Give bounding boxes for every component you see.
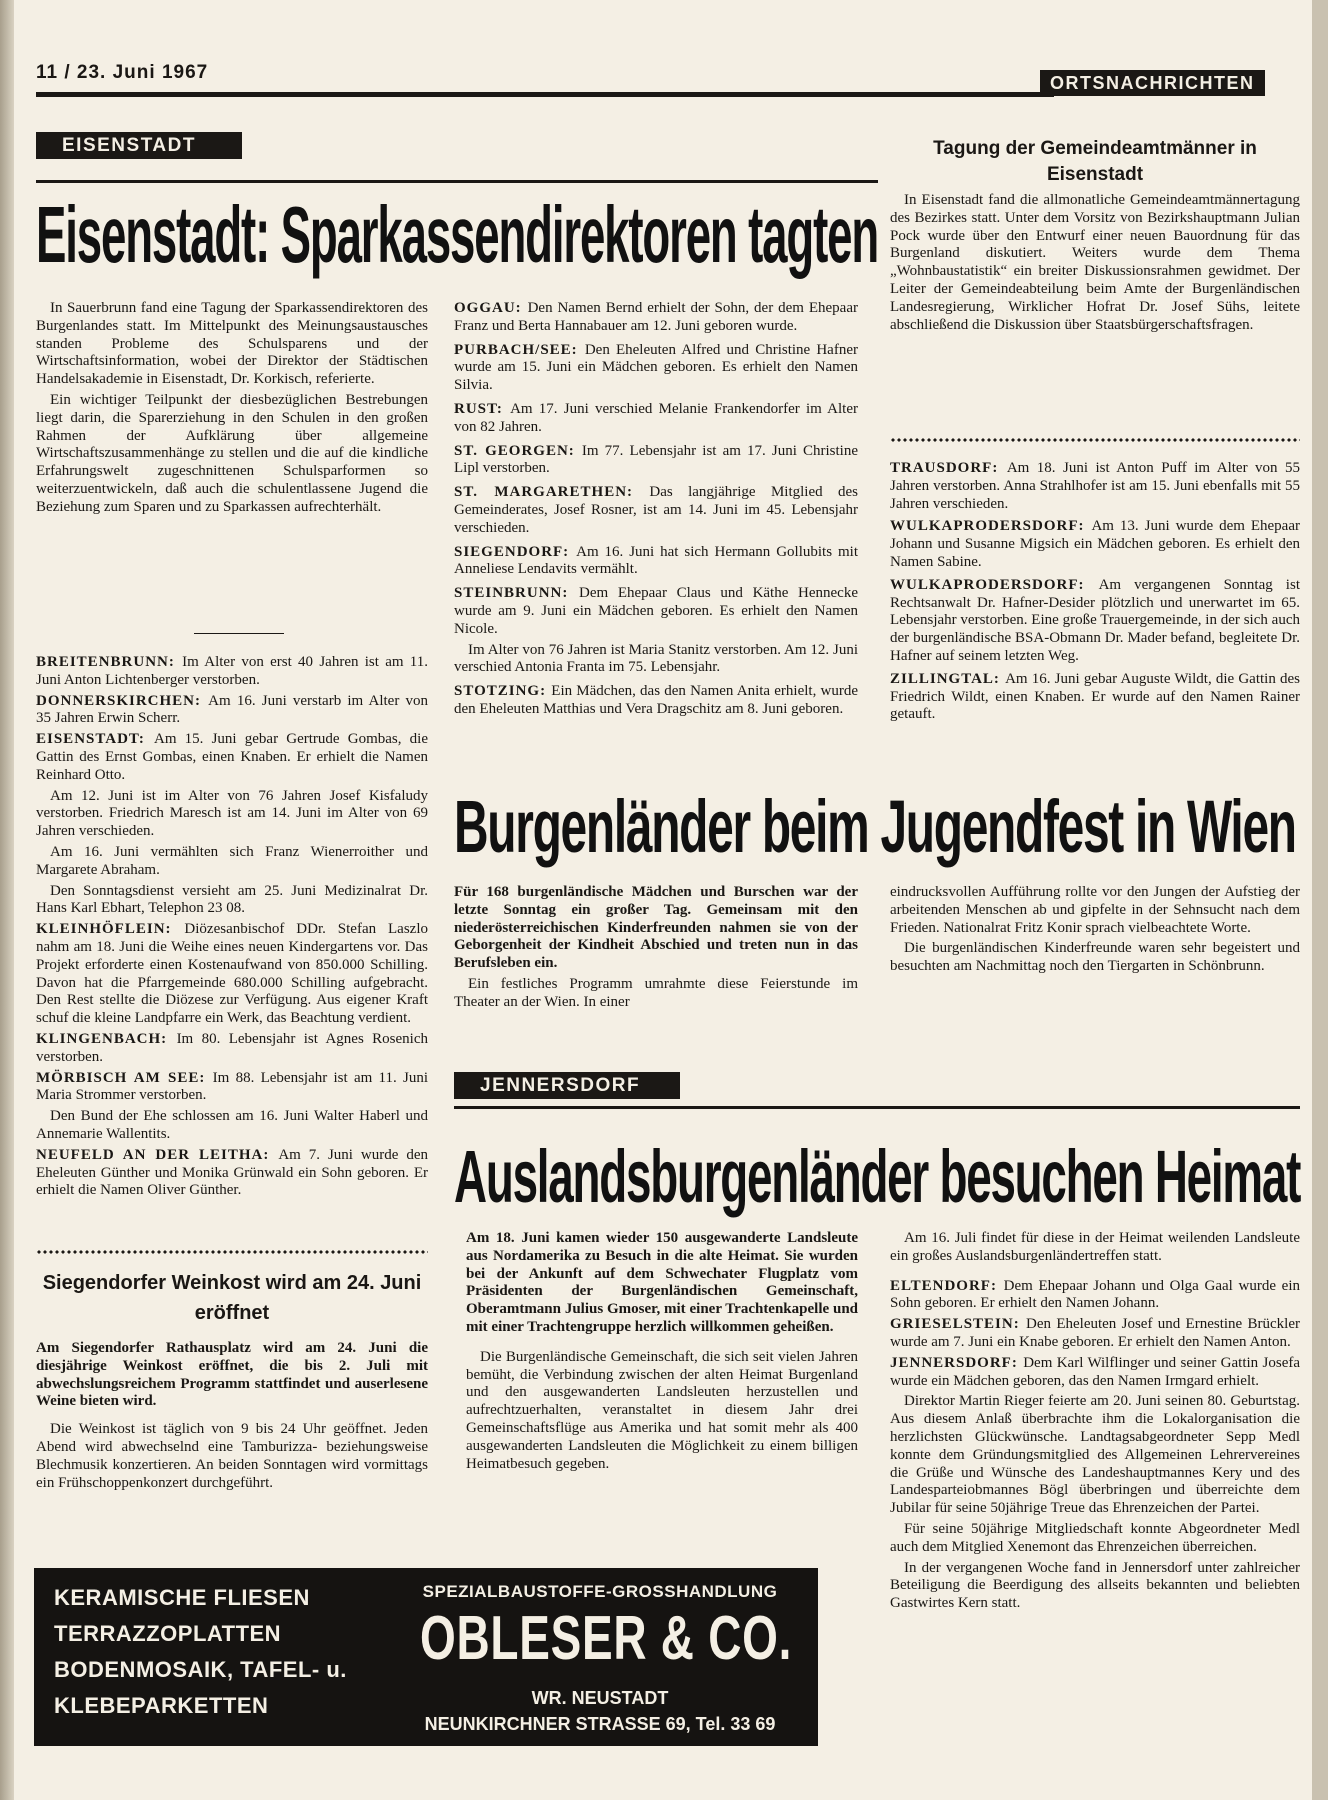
news-text: Am 15. Juni gebar Gertrude Gombas, die Gattin des Ernst Gombas, einen Knaben. Er erhielt die Namen Reinhard Otto.	[36, 731, 428, 783]
issue-date: 11 / 23. Juni 1967	[36, 62, 209, 83]
local-news-left	[36, 654, 428, 1203]
news-item	[454, 585, 858, 638]
paragraph: Die Burgenländische Gemeinschaft, die sich seit vielen Jahren bemüht, die Verbindung zwischen der alten Heimat Burgenland und den ausgewanderten Landsleuten herzustellen und aufrechtzuerhalten, veranstaltet in diesem Jahr drei Gemeinschaftsflüge aus Amerika und hat somit mehr als 400 ausgewanderten Landsleuten die Möglichkeit zu einem billigen Heimatbesuch gegeben.	[466, 1348, 858, 1472]
paragraph: In Eisenstadt fand die allmonatliche Gemeindeamtmännertagung des Bezirkes statt. Unter dem Vorsitz von Bezirkshauptmann Julian Pock wurde über den Entwurf einer neuen Bauordnung für das Burgenland diskutiert. Weiters wurde dem Thema „Wohnbaustatistik“ ein breiter Diskussionsrahmen gewidmet. Der Leiter der Gemeindeabteilung beim Amte der Burgenländischen Landesregierung, Wirklicher Hofrat Dr. Josef Sühs, leitete abschließend die Diskussion über Staatsbürgerschaftsfragen.	[890, 192, 1300, 333]
place-name: RUST:	[454, 400, 511, 417]
news-item	[454, 544, 858, 580]
news-item	[454, 484, 858, 537]
place-name: ST. MARGARETHEN:	[454, 484, 650, 501]
news-text: Im Alter von 76 Jahren ist Maria Stanitz verstorben. Am 12. Juni verschied Antonia Franta im 75. Lebensjahr.	[454, 641, 858, 676]
place-name: STOTZING:	[454, 683, 552, 700]
news-item	[890, 1316, 1300, 1352]
news-item	[890, 577, 1300, 666]
news-item	[36, 921, 428, 1028]
paragraph: Die Weinkost ist täglich von 9 bis 24 Uhr geöffnet. Jeden Abend wird abwechselnd eine Tamburizza- beziehungsweise Blechmusik konzertieren. An beiden Sonntagen wird vormittags ein Frühschoppenkonzert durchgeführt.	[36, 1421, 428, 1491]
news-item	[36, 693, 428, 729]
place-name: WULKAPRODERSDORF:	[890, 576, 1099, 593]
news-text: Dem Karl Wilflinger und seiner Gattin Josefa wurde ein Mädchen geboren, das den Namen Irmgard erhielt.	[890, 1354, 1301, 1389]
tagung-title: Tagung der Gemeindeamtmänner in Eisenstadt	[933, 138, 1257, 185]
news-text: Am 13. Juni wurde dem Ehepaar Johann und Susanne Migsich ein Mädchen geboren. Es erhielt den Namen Sabine.	[890, 518, 1300, 570]
news-text: Den Namen Bernd erhielt der Sohn, der dem Ehepaar Franz und Berta Hannabauer am 12. Juni geboren wurde.	[454, 300, 858, 334]
news-text: Im 80. Lebensjahr ist Agnes Rosenich verstorben.	[36, 1030, 428, 1065]
news-item	[454, 342, 858, 395]
place-name: ELTENDORF:	[890, 1277, 1004, 1294]
news-item	[890, 460, 1300, 513]
ad-address: NEUNKIRCHNER STRASSE 69, Tel. 33 69	[424, 1714, 776, 1734]
page-spine	[0, 0, 14, 1800]
place-name: STEINBRUNN:	[454, 585, 580, 602]
news-item	[36, 1031, 428, 1067]
news-text: In der vergangenen Woche fand in Jennersdorf unter zahlreicher Beteiligung die Beerdigung des allseits bekannten und beliebten Gastwirtes Kern statt.	[890, 1559, 1300, 1612]
news-item	[36, 1070, 428, 1106]
paragraph: Die burgenländischen Kinderfreunde waren sehr begeistert und besuchten am Nachmittag noch den Tiergarten in Schönbrunn.	[890, 940, 1300, 975]
ad-product-list	[54, 1580, 347, 1724]
news-text: Im 77. Lebensjahr ist am 17. Juni Christine Lipl verstorben.	[454, 442, 858, 477]
news-text: Ein Mädchen, das den Namen Anita erhielt, wurde den Eheleuten Matthias und Vera Dragschitz am 8. Juni geboren.	[454, 683, 858, 717]
news-text: Am 7. Juni wurde den Eheleuten Günther und Monika Grünwald ein Sohn geboren. Er erhielt die Namen Oliver Günther.	[36, 1146, 428, 1199]
article-jennersdorf-right	[890, 1230, 1300, 1616]
place-name: OGGAU:	[454, 300, 528, 316]
news-text: Am 16. Juni hat sich Hermann Gollubits mit Anneliese Lendavits vermählt.	[454, 543, 858, 578]
news-item	[890, 518, 1300, 571]
ad-tagline: SPEZIALBAUSTOFFE-GROSSHANDLUNG	[422, 1582, 778, 1601]
paragraph: Ein wichtiger Teilpunkt der diesbezüglichen Bestrebungen liegt darin, die Sparerziehung in den Schulen in den großen Rahmen der Aufklärung über allgemeine Wirtschaftszusammenhänge zu stellen und die auf die kindliche Erfahrungswelt zugeschnittenen Schulsparformen so weiterzuentwickeln, daß auch die schulentlassene Jugend die Beziehung zum Sparen und zu Sparkassen aufrechterhält.	[36, 391, 428, 515]
news-text: Am 16. Juni gebar Auguste Wildt, die Gattin des Friedrich Wildt, einen Knaben. Er wurde auf den Namen Rainer getauft.	[890, 670, 1300, 723]
place-name: ST. GEORGEN:	[454, 442, 582, 459]
place-name: KLEINHÖFLEIN:	[36, 921, 185, 938]
siegendorf-title: Siegendorfer Weinkost wird am 24. Juni eröffnet	[42, 1272, 422, 1324]
news-text: Den Eheleuten Alfred und Christine Hafner wurde am 15. Juni ein Mädchen geboren. Es erhielt den Namen Silvia.	[454, 341, 858, 394]
ad-line: KERAMISCHE FLIESEN	[54, 1585, 310, 1610]
local-news-right	[890, 460, 1300, 727]
dotted-divider	[36, 1250, 428, 1254]
article-siegendorf	[36, 1340, 428, 1495]
paragraph: In Sauerbrunn fand eine Tagung der Sparkassendirektoren des Burgenlandes statt. Im Mittelpunkt des Meinungsaustausches standen Probleme des Schulsparens und der Wirtschaftsinformation, wobei der Direktor der Städtischen Handelsakademie in Eisenstadt, Dr. Korkisch, referierte.	[36, 300, 428, 388]
news-text: Am 17. Juni verschied Melanie Frankendorfer im Alter von 82 Jahren.	[454, 400, 858, 435]
ad-company-name: OBLESER & CO.	[420, 1604, 793, 1673]
advertisement-obleser	[34, 1568, 818, 1746]
section-rule	[36, 180, 878, 183]
article-jugendfest-right	[890, 884, 1300, 979]
news-text: Am 12. Juni ist im Alter von 76 Jahren Josef Kisfaludy verstorben. Friedrich Maresch ist am 14. Juni im Alter von 69 Jahren verschieden.	[36, 787, 428, 840]
news-item	[36, 883, 428, 919]
news-item	[890, 671, 1300, 724]
section-label-jennersdorf: JENNERSDORF	[454, 1072, 680, 1099]
news-text: Diözesanbischof DDr. Stefan Laszlo nahm am 18. Juni die Weihe eines neuen Kindergartens vor. Das Projekt erforderte einen Kostenaufwand von 850.000 Schilling. Davon hat die Pfarrgemeinde 680.000 Schilling aufgebracht. Den Rest stellte die Diözese zur Verfügung. Aus eigener Kraft schuf die kleine Landpfarre ein Werk, das Beachtung verdient.	[36, 921, 428, 1027]
news-text: Dem Ehepaar Johann und Olga Gaal wurde ein Sohn geboren. Er erhielt den Namen Johann.	[890, 1277, 1300, 1312]
article-jugendfest-left	[454, 884, 858, 1015]
news-text: Im Alter von erst 40 Jahren ist am 11. Juni Anton Lichtenberger verstorben.	[36, 654, 429, 688]
short-divider	[194, 633, 284, 634]
news-item	[36, 654, 428, 690]
news-item	[454, 683, 858, 719]
headline-sparkassen: Eisenstadt: Sparkassendirektoren tagten	[36, 190, 879, 279]
place-name: WULKAPRODERSDORF:	[890, 518, 1092, 535]
place-name: EISENSTADT:	[36, 731, 154, 748]
news-item	[454, 443, 858, 479]
news-text: Das langjährige Mitglied des Gemeinderates, Josef Rosner, ist am 14. Juni im 45. Lebensjahr verschieden.	[454, 484, 858, 536]
news-text: Am 18. Juni ist Anton Puff im Alter von 55 Jahren verstorben. Anna Strahlhofer ist am 15. Juni ebenfalls mit 55 Jahren verschieden.	[890, 460, 1300, 512]
news-item	[454, 401, 858, 437]
news-text: Für seine 50jährige Mitgliedschaft konnte Abgeordneter Medl auch dem Mitglied Xenemont das Ehrenzeichen überreichen.	[890, 1520, 1300, 1555]
place-name: NEUFELD AN DER LEITHA:	[36, 1146, 279, 1163]
news-text: Im 88. Lebensjahr ist am 11. Juni Maria Strommer verstorben.	[36, 1069, 428, 1104]
headline-jugendfest: Burgenländer beim Jugendfest in Wien	[454, 785, 1296, 868]
place-name: SIEGENDORF:	[454, 543, 577, 560]
news-item	[36, 731, 428, 784]
local-news-middle	[454, 300, 858, 722]
headline-auslandsburgenlaender: Auslandsburgenländer besuchen Heimat	[454, 1135, 1301, 1218]
article-jennersdorf-left	[466, 1230, 858, 1476]
place-name: MÖRBISCH AM SEE:	[36, 1069, 213, 1086]
news-item	[454, 300, 858, 336]
paragraph: Am 16. Juli findet für diese in der Heimat weilenden Landsleute ein großes Auslandsburgenländertreffen statt.	[890, 1230, 1300, 1264]
ad-line: KLEBEPARKETTEN	[54, 1693, 269, 1718]
lead-paragraph: Am 18. Juni kamen wieder 150 ausgewanderte Landsleute aus Nordamerika zu Besuch in die alte Heimat. Sie wurden bei der Ankunft auf dem Schwechater Flugplatz vom Präsidenten der Burgenländischen Gemeinschaft, Oberamtmann Julius Gmoser, mit einer Trachtenkapelle und mit einer Trachtengruppe herzlich willkommen geheißen.	[466, 1230, 858, 1335]
news-item	[890, 1355, 1300, 1391]
section-label-eisenstadt: EISENSTADT	[36, 132, 242, 159]
news-text: Den Bund der Ehe schlossen am 16. Juni Walter Haberl und Annemarie Wallentits.	[36, 1108, 428, 1142]
place-name: GRIESELSTEIN:	[890, 1316, 1027, 1333]
news-item	[890, 1521, 1300, 1557]
news-item	[890, 1278, 1300, 1314]
place-name: ZILLINGTAL:	[890, 670, 1006, 687]
place-name: KLINGENBACH:	[36, 1030, 177, 1047]
news-text: Am vergangenen Sonntag ist Rechtsanwalt Dr. Hafner-Desider plötzlich und unerwartet im 65. Lebensjahr verstorben. Eine große Trauergemeinde, in der sich auch der burgenländische BSA-Obmann Dr. Mader befand, begleitete Dr. Hafner auf seinem letzten Weg.	[890, 576, 1300, 664]
news-text: Dem Ehepaar Claus und Käthe Hennecke wurde am 9. Juni ein Mädchen geboren. Es erhielt den Namen Nicole.	[454, 585, 858, 637]
section-ortsnachrichten: ORTSNACHRICHTEN	[1040, 70, 1265, 96]
masthead-rule	[36, 92, 1054, 97]
news-item	[890, 1560, 1300, 1613]
news-item	[36, 1108, 428, 1144]
news-text: Direktor Martin Rieger feierte am 20. Juni seinen 80. Geburtstag. Aus diesem Anlaß überbrachte ihm die Lokalorganisation die herzlichsten Glückwünsche. Landtagsabgeordneter Sepp Medl konnte dem Gründungsmitglied des Allgemeinen Lehrervereines die Grüße und Wünsche des Landeshauptmannes Kery und des Landesparteiobmannes Bögl überbringen und überreichte dem Jubilar für seine 50jährige Treue das Ehrenzeichen der Partei.	[890, 1393, 1300, 1517]
news-text: Am 16. Juni verstarb im Alter von 35 Jahren Erwin Scherr.	[36, 692, 428, 727]
ad-line: BODENMOSAIK, TAFEL- u.	[54, 1657, 347, 1682]
place-name: DONNERSKIRCHEN:	[36, 692, 209, 709]
paragraph: eindrucksvollen Aufführung rollte vor den Jungen der Aufstieg der arbeitenden Menschen ab und gipfelte in der Sehnsucht nach dem Frieden. Nationalrat Fritz Konir sprach vielbeachtete Worte.	[890, 884, 1300, 936]
ad-city: WR. NEUSTADT	[531, 1688, 669, 1708]
article-sparkassen	[36, 300, 428, 520]
news-text: Den Eheleuten Josef und Ernestine Brückler wurde am 7. Juni ein Knabe geboren. Er erhielt den Namen Anton.	[890, 1316, 1300, 1350]
news-text: Am 16. Juni vermählten sich Franz Wienerroither und Margarete Abraham.	[36, 843, 428, 878]
news-text: Den Sonntagsdienst versieht am 25. Juni Medizinalrat Dr. Hans Karl Ebhart, Telephon 23 08.	[36, 882, 428, 917]
newspaper-page	[14, 0, 1312, 1800]
paragraph: Ein festliches Programm umrahmte diese Feierstunde im Theater an der Wien. In einer	[454, 975, 858, 1010]
place-name: TRAUSDORF:	[890, 460, 1007, 476]
news-item	[890, 1393, 1300, 1518]
news-item	[454, 642, 858, 678]
place-name: BREITENBRUNN:	[36, 654, 183, 670]
dotted-divider	[890, 438, 1300, 442]
lead-paragraph: Am Siegendorfer Rathausplatz wird am 24. Juni die diesjährige Weinkost eröffnet, die bis 2. Juli mit abwechslungsreichem Programm stattfindet und auserlesene Weine bieten wird.	[36, 1340, 428, 1410]
lead-paragraph: Für 168 burgenländische Mädchen und Burschen war der letzte Sonntag ein großer Tag. Gemeinsam mit den niederösterreichischen Kinderfreunden nahmen sie von der Geborgenheit der Kindheit Abschied und treten nun in das Berufsleben ein.	[454, 884, 858, 972]
news-item	[36, 1147, 428, 1200]
place-name: PURBACH/SEE:	[454, 341, 585, 358]
section-rule	[454, 1106, 1300, 1109]
place-name: JENNERSDORF:	[890, 1354, 1024, 1371]
ad-line: TERRAZZOPLATTEN	[54, 1621, 282, 1646]
news-item	[36, 788, 428, 841]
article-tagung	[890, 192, 1300, 337]
news-item	[36, 844, 428, 880]
